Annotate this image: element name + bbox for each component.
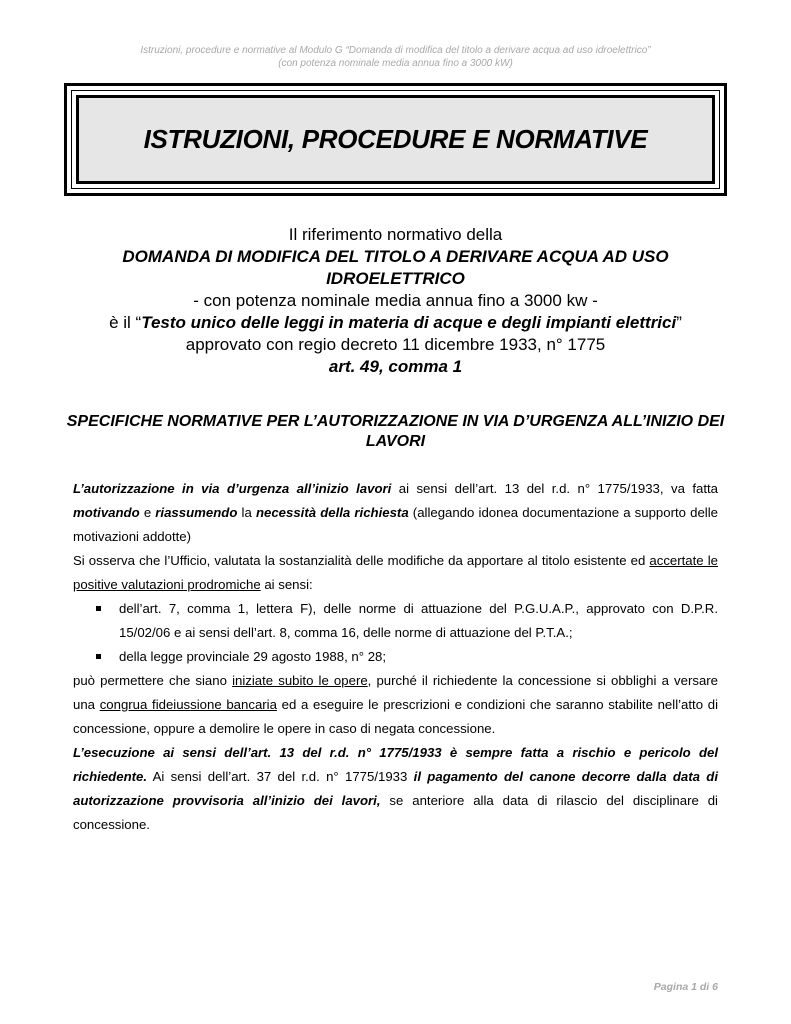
list-item — [73, 645, 718, 669]
p2-text: Si osserva che l’Ufficio, valutata la sostanzialità delle modifiche da apportare al titolo esistente ed — [73, 553, 650, 568]
page-number: Pagina 1 di 6 — [653, 981, 718, 993]
paragraph-3 — [73, 669, 718, 741]
p1-la: la — [237, 505, 256, 520]
square-bullet-icon — [96, 606, 101, 611]
intro-article: art. 49, comma 1 — [328, 357, 463, 376]
intro-line-5: approvato con regio decreto 11 dicembre 1933, n° 1775 — [185, 335, 606, 354]
title-box — [76, 95, 715, 184]
p3-text-2: , purché il richiedente la concessione si obblighi a versare una — [73, 673, 719, 712]
p4-text: Ai sensi dell’art. 37 del r.d. n° 1775/1933 — [147, 769, 414, 784]
p1-motivando: motivando — [73, 505, 140, 520]
p1-necessita: necessità della richiesta — [255, 505, 409, 520]
bullet-text: dell’art. 7, comma 1, lettera F), delle norme di attuazione del P.G.U.A.P., approvato con D.P.R. 15/02/06 e ai sensi dell’art. 8, comma 16, delle norme di attuazione del P.T.A.; — [119, 601, 718, 640]
paragraph-4 — [73, 741, 718, 837]
intro-line-3: - con potenza nominale media annua fino a 3000 kw - — [193, 291, 598, 310]
p4-bold-lead: L’esecuzione ai sensi dell’art. 13 del r.d. n° 1775/1933 è sempre fatta a rischio e pericolo del richiedente. — [73, 745, 718, 784]
p2-underlined: accertate le positive valutazioni prodromiche — [73, 553, 718, 592]
intro-line-4 — [60, 312, 731, 334]
header-line-2: (con potenza nominale media annua fino a 3000 kW) — [278, 58, 513, 69]
section-heading: SPECIFICHE NORMATIVE PER L’AUTORIZZAZIONE IN VIA D’URGENZA ALL’INIZIO DEI LAVORI — [66, 413, 725, 450]
p3-tail: ed a eseguire le prescrizioni e condizioni che saranno stabilite nell’atto di concessione, oppure a demolire le opere in caso di negata concessione. — [73, 697, 718, 736]
p3-underlined-fideiussione: congrua fideiussione bancaria — [99, 697, 277, 712]
p4-bold-canone: il pagamento del canone decorre dalla data di autorizzazione provvisoria all’inizio dei lavori, — [73, 769, 719, 808]
intro-testo-unico: Testo unico delle leggi in materia di acque e degli impianti elettrici — [141, 313, 677, 332]
square-bullet-icon — [96, 654, 101, 659]
p4-tail: se anteriore alla data di rilascio del disciplinare di concessione. — [73, 793, 718, 832]
running-header — [60, 44, 731, 70]
p1-text: ai sensi dell’art. 13 del r.d. n° 1775/1933, va fatta — [391, 481, 718, 496]
intro-line-4-prefix: è il “ — [109, 313, 142, 332]
body-text — [73, 477, 718, 837]
p3-text: può permettere che siano — [73, 673, 233, 688]
p3-underlined-opere: iniziate subito le opere — [232, 673, 368, 688]
p1-and: e — [139, 505, 156, 520]
p1-tail: (allegando idonea documentazione a supporto delle motivazioni addotte) — [73, 505, 718, 544]
list-item — [73, 597, 718, 645]
bullet-list — [73, 597, 718, 669]
p2-tail: ai sensi: — [260, 577, 313, 592]
page-title: ISTRUZIONI, PROCEDURE E NORMATIVE — [143, 124, 648, 154]
p1-riassumendo: riassumendo — [155, 505, 238, 520]
intro-line-4-suffix: ” — [676, 313, 682, 332]
p1-bold-lead: L’autorizzazione in via d’urgenza all’inizio lavori — [73, 481, 392, 496]
header-line-1: Istruzioni, procedure e normative al Modulo G “Domanda di modifica del titolo a derivare acqua ad uso idroelettrico” — [140, 45, 651, 56]
bullet-text: della legge provinciale 29 agosto 1988, n° 28; — [119, 649, 387, 664]
paragraph-2 — [73, 549, 718, 597]
title-frame — [64, 83, 727, 196]
paragraph-1 — [73, 477, 718, 549]
intro-domanda-title: DOMANDA DI MODIFICA DEL TITOLO A DERIVARE ACQUA AD USO IDROELETTRICO — [122, 247, 669, 288]
intro-block — [60, 224, 731, 378]
title-frame-inner — [71, 90, 720, 189]
intro-line-1: Il riferimento normativo della — [288, 225, 503, 244]
